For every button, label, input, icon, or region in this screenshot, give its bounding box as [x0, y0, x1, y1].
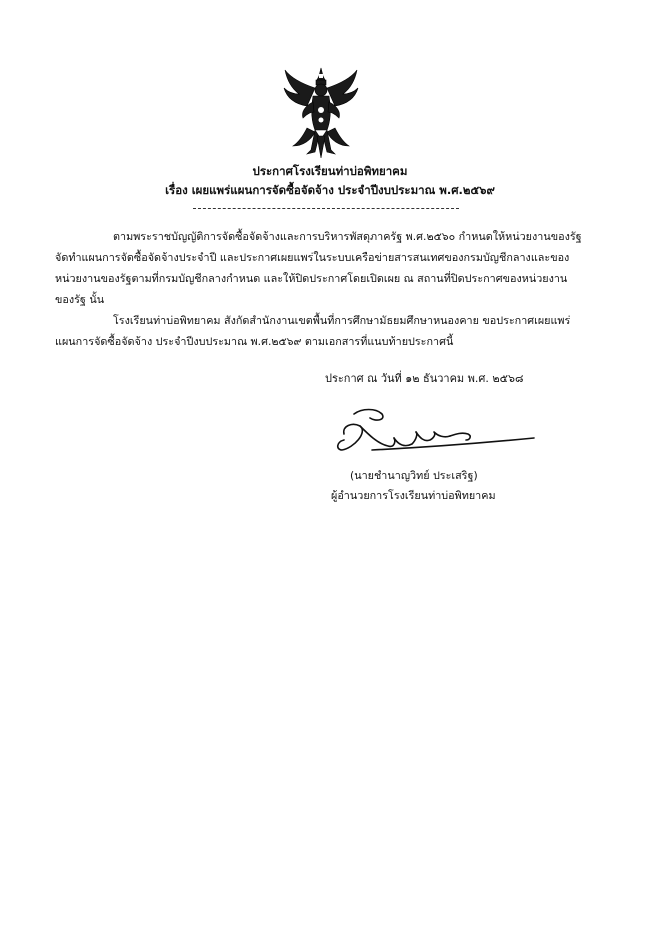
announcement-subject: เรื่อง เผยแพร่แผนการจัดซื้อจัดจ้าง ประจำปีงบประมาณ พ.ศ.๒๕๖๙ — [165, 183, 495, 197]
announcement-title: ประกาศโรงเรียนท่าบ่อพิทยาคม — [252, 164, 408, 178]
signer-name: (นายชำนาญวิทย์ ประเสริฐ) — [350, 469, 478, 482]
body-line-5: โรงเรียนท่าบ่อพิทยาคม สังกัดสำนักงานเขตพื้นที่การศึกษามัธยมศึกษาหนองคาย ขอประกาศเผยแพร่ — [113, 314, 571, 327]
body-line-1: ตามพระราชบัญญัติการจัดซื้อจัดจ้างและการบริหารพัสดุภาครัฐ พ.ศ.๒๕๖๐ กำหนดให้หน่วยงานของรัฐ — [113, 230, 582, 243]
body-line-3: หน่วยงานของรัฐตามที่กรมบัญชีกลางกำหนด และให้ปิดประกาศโดยเปิดเผย ณ สถานที่ปิดประกาศของหน่วยงาน — [55, 272, 568, 285]
garuda-emblem-icon — [281, 66, 361, 160]
dashed-divider — [193, 208, 459, 209]
body-line-4: ของรัฐ นั้น — [55, 293, 105, 306]
body-line-6: แผนการจัดซื้อจัดจ้าง ประจำปีงบประมาณ พ.ศ.๒๕๖๙ ตามเอกสารที่แนบท้ายประกาศนี้ — [55, 335, 454, 348]
signer-position: ผู้อำนวยการโรงเรียนท่าบ่อพิทยาคม — [331, 489, 496, 502]
handwritten-signature — [332, 404, 537, 456]
announcement-date: ประกาศ ณ วันที่ ๑๒ ธันวาคม พ.ศ. ๒๕๖๘ — [325, 372, 524, 385]
body-line-2: จัดทำแผนการจัดซื้อจัดจ้างประจำปี และประกาศเผยแพร่ในระบบเครือข่ายสารสนเทศของกรมบัญชีกลางและของ — [55, 251, 570, 264]
